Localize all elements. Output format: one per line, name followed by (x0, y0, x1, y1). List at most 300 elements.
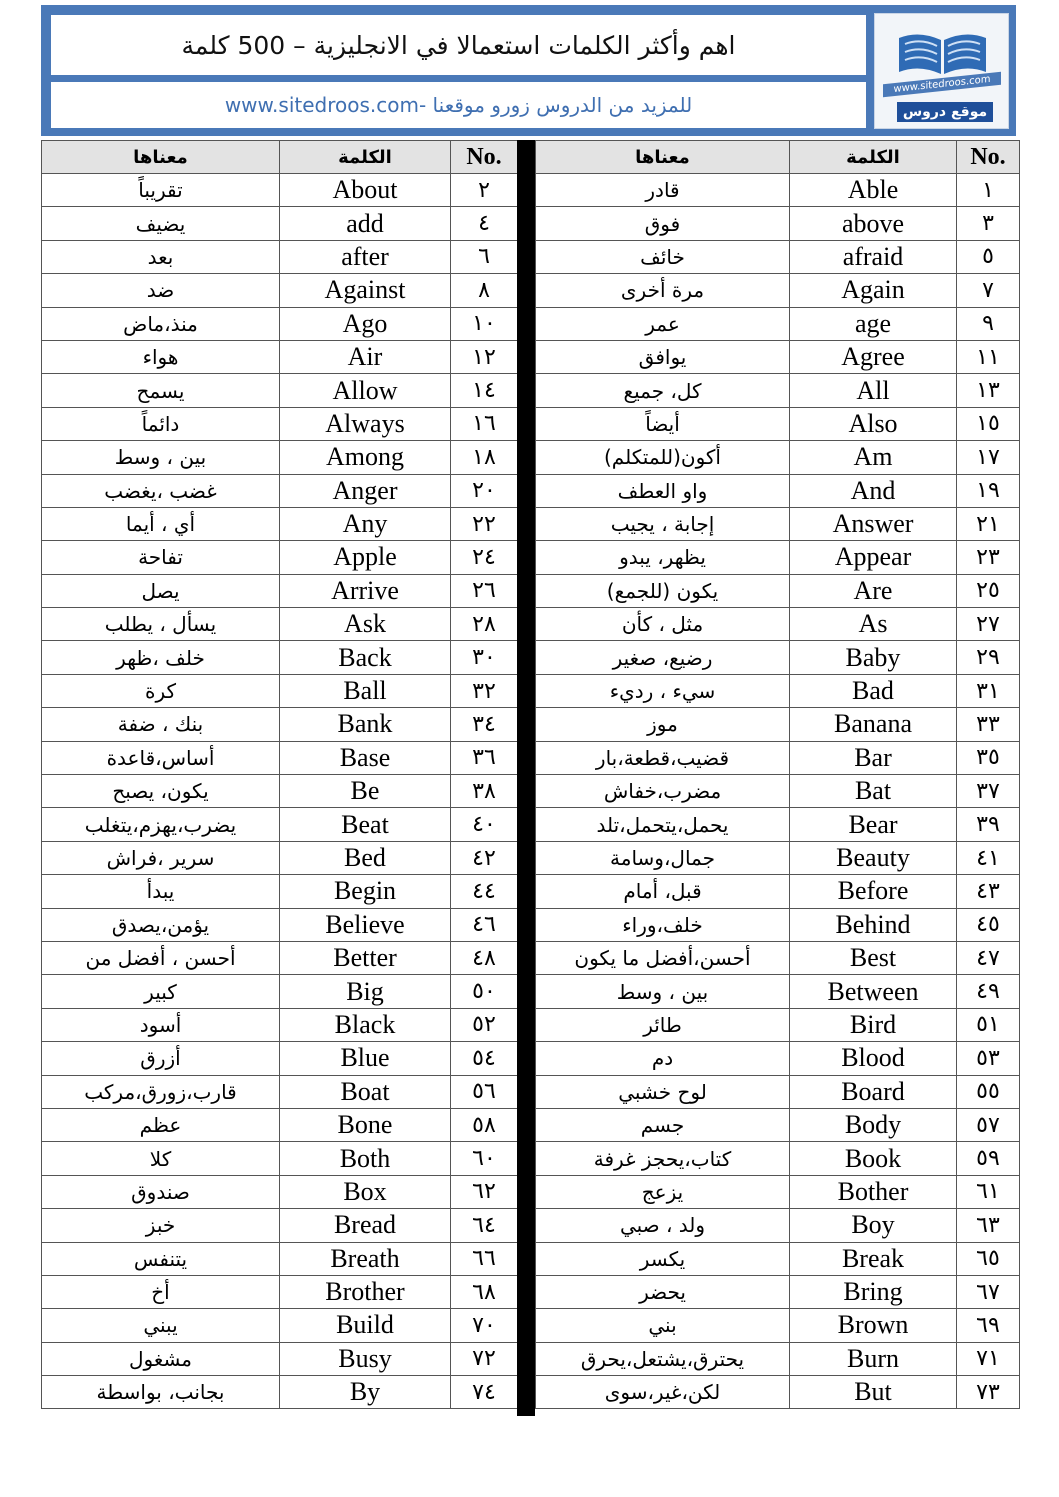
word-cell: Begin (280, 875, 451, 908)
meaning-cell: بين ، وسط (42, 441, 280, 474)
word-cell: Be (280, 775, 451, 808)
table-row (42, 507, 518, 540)
table-row (42, 1142, 518, 1175)
number-cell: ٥١ (957, 1008, 1020, 1041)
table-row (536, 307, 1020, 340)
number-cell: ١٨ (451, 441, 518, 474)
table-row (536, 841, 1020, 874)
table-row (42, 441, 518, 474)
logo-url: www.sitedroos.com (883, 72, 1001, 97)
word-cell: Arrive (280, 574, 451, 607)
number-cell: ٥٤ (451, 1042, 518, 1075)
word-cell: Boat (280, 1075, 451, 1108)
table-row (536, 340, 1020, 373)
number-cell: ٥٦ (451, 1075, 518, 1108)
number-cell: ٥٨ (451, 1108, 518, 1141)
meaning-cell: لكن،غير،سوى (536, 1376, 790, 1409)
table-row (536, 574, 1020, 607)
meaning-cell: منذ،ماض (42, 307, 280, 340)
word-cell: Bother (790, 1175, 957, 1208)
word-cell: Boy (790, 1209, 957, 1242)
table-row (536, 441, 1020, 474)
meaning-cell: سيء ، رديء (536, 674, 790, 707)
column-divider (517, 140, 535, 1416)
number-cell: ٣٦ (451, 741, 518, 774)
number-cell: ٦٨ (451, 1275, 518, 1308)
meaning-cell: أسود (42, 1008, 280, 1041)
meaning-cell: يحمل،يتحمل،تلد (536, 808, 790, 841)
table-row (42, 875, 518, 908)
number-cell: ٦٥ (957, 1242, 1020, 1275)
table-row (536, 207, 1020, 240)
number-cell: ٢٥ (957, 574, 1020, 607)
table-row (42, 641, 518, 674)
table-row (536, 641, 1020, 674)
table-row (536, 407, 1020, 440)
meaning-cell: قادر (536, 174, 790, 207)
table-row (536, 1108, 1020, 1141)
meaning-cell: كبير (42, 975, 280, 1008)
word-cell: Allow (280, 374, 451, 407)
number-cell: ٥٢ (451, 1008, 518, 1041)
number-cell: ٢٩ (957, 641, 1020, 674)
word-cell: Build (280, 1309, 451, 1342)
number-cell: ١٣ (957, 374, 1020, 407)
number-cell: ١٠ (451, 307, 518, 340)
meaning-cell: سرير ،فراش (42, 841, 280, 874)
meaning-cell: أيضاً (536, 407, 790, 440)
meaning-cell: قضيب،قطعة،بار (536, 741, 790, 774)
table-row (42, 775, 518, 808)
table-row (536, 674, 1020, 707)
meaning-cell: خائف (536, 240, 790, 273)
meaning-cell: عمر (536, 307, 790, 340)
meaning-cell: يؤمن،يصدق (42, 908, 280, 941)
word-cell: Best (790, 941, 957, 974)
number-cell: ٧٠ (451, 1309, 518, 1342)
number-cell: ٥٠ (451, 975, 518, 1008)
number-cell: ٦٢ (451, 1175, 518, 1208)
word-cell: Ask (280, 608, 451, 641)
number-cell: ١٦ (451, 407, 518, 440)
meaning-cell: مرة أخرى (536, 274, 790, 307)
word-cell: Again (790, 274, 957, 307)
number-cell: ٤٦ (451, 908, 518, 941)
meaning-cell: يبدأ (42, 875, 280, 908)
number-cell: ٧١ (957, 1342, 1020, 1375)
word-cell: Beauty (790, 841, 957, 874)
table-row (536, 1275, 1020, 1308)
number-cell: ٤٠ (451, 808, 518, 841)
number-cell: ١١ (957, 340, 1020, 373)
number-cell: ٤٩ (957, 975, 1020, 1008)
meaning-cell: بنك ، ضفة (42, 708, 280, 741)
word-cell: Ago (280, 307, 451, 340)
number-header: No. (451, 141, 518, 174)
number-cell: ٣٠ (451, 641, 518, 674)
table-row (42, 1209, 518, 1242)
word-cell: Body (790, 1108, 957, 1141)
number-cell: ١٧ (957, 441, 1020, 474)
word-cell: Ball (280, 674, 451, 707)
word-cell: Bone (280, 1108, 451, 1141)
meaning-cell: مثل ، كأن (536, 608, 790, 641)
word-cell: Black (280, 1008, 451, 1041)
number-cell: ٣٧ (957, 775, 1020, 808)
meaning-cell: يضيف (42, 207, 280, 240)
meaning-header: معناها (536, 141, 790, 174)
meaning-cell: طائر (536, 1008, 790, 1041)
table-row (42, 674, 518, 707)
word-cell: Base (280, 741, 451, 774)
table-row (42, 340, 518, 373)
table-row (536, 541, 1020, 574)
word-cell: Believe (280, 908, 451, 941)
open-book-icon (895, 28, 990, 78)
meaning-cell: كتاب،يحجز غرفة (536, 1142, 790, 1175)
meaning-cell: يزعج (536, 1175, 790, 1208)
word-cell: Agree (790, 340, 957, 373)
right-rows (536, 174, 1020, 1409)
number-cell: ٢٠ (451, 474, 518, 507)
number-cell: ٢ (451, 174, 518, 207)
word-cell: By (280, 1376, 451, 1409)
word-cell: Bread (280, 1209, 451, 1242)
table-row (42, 407, 518, 440)
meaning-cell: يكسر (536, 1242, 790, 1275)
number-cell: ٤٥ (957, 908, 1020, 941)
word-cell: Any (280, 507, 451, 540)
table-row (536, 1376, 1020, 1409)
table-row (536, 1008, 1020, 1041)
meaning-cell: مضرب،خفاش (536, 775, 790, 808)
meaning-cell: تقريباً (42, 174, 280, 207)
number-cell: ٣١ (957, 674, 1020, 707)
table-row (42, 1008, 518, 1041)
meaning-cell: ولد ، صبي (536, 1209, 790, 1242)
table-row (536, 875, 1020, 908)
meaning-cell: أساس،قاعدة (42, 741, 280, 774)
meaning-cell: يحضر (536, 1275, 790, 1308)
word-cell: Behind (790, 908, 957, 941)
table-row (536, 708, 1020, 741)
word-cell: Also (790, 407, 957, 440)
word-cell: Bad (790, 674, 957, 707)
word-cell: Bring (790, 1275, 957, 1308)
word-cell: afraid (790, 240, 957, 273)
number-cell: ٣٨ (451, 775, 518, 808)
number-cell: ٤٢ (451, 841, 518, 874)
table-row (42, 1275, 518, 1308)
table-row (42, 474, 518, 507)
meaning-cell: خبز (42, 1209, 280, 1242)
meaning-cell: إجابة ، يجيب (536, 507, 790, 540)
table-row (42, 1175, 518, 1208)
table-row (42, 1108, 518, 1141)
meaning-cell: أحسن ، أفضل من (42, 941, 280, 974)
table-row (536, 474, 1020, 507)
word-cell: Baby (790, 641, 957, 674)
table-row (536, 240, 1020, 273)
number-cell: ١٢ (451, 340, 518, 373)
number-cell: ٧٣ (957, 1376, 1020, 1409)
word-cell: Answer (790, 507, 957, 540)
word-cell: Banana (790, 708, 957, 741)
number-cell: ٣٣ (957, 708, 1020, 741)
word-cell: Big (280, 975, 451, 1008)
word-cell: But (790, 1376, 957, 1409)
number-cell: ١٤ (451, 374, 518, 407)
table-row (42, 808, 518, 841)
number-cell: ٦٠ (451, 1142, 518, 1175)
word-table-even (41, 140, 518, 1409)
word-cell: Always (280, 407, 451, 440)
meaning-cell: جسم (536, 1108, 790, 1141)
number-cell: ٢٧ (957, 608, 1020, 641)
meaning-cell: قبل، أمام (536, 875, 790, 908)
number-cell: ٣٤ (451, 708, 518, 741)
meaning-cell: يبني (42, 1309, 280, 1342)
number-cell: ٢٨ (451, 608, 518, 641)
table-row (536, 1309, 1020, 1342)
word-table-odd (535, 140, 1020, 1409)
table-row (42, 274, 518, 307)
word-cell: add (280, 207, 451, 240)
table-row (536, 975, 1020, 1008)
table-header-row (536, 141, 1020, 174)
page-subtitle: للمزيد من الدروس زورو موقعنا -www.sitedroos.com (51, 82, 866, 128)
word-cell: Better (280, 941, 451, 974)
word-cell: Are (790, 574, 957, 607)
word-cell: Able (790, 174, 957, 207)
table-row (536, 1175, 1020, 1208)
meaning-cell: جمال،وسامة (536, 841, 790, 874)
table-row (42, 608, 518, 641)
word-cell: Blue (280, 1042, 451, 1075)
left-rows (42, 174, 518, 1409)
word-cell: Apple (280, 541, 451, 574)
meaning-cell: يكون، يصبح (42, 775, 280, 808)
meaning-cell: عظم (42, 1108, 280, 1141)
table-row (42, 908, 518, 941)
number-cell: ٨ (451, 274, 518, 307)
number-cell: ٤ (451, 207, 518, 240)
table-row (536, 1209, 1020, 1242)
meaning-cell: يسأل ، يطلب (42, 608, 280, 641)
table-row (536, 908, 1020, 941)
word-header: الكلمة (790, 141, 957, 174)
meaning-cell: كل، جميع (536, 374, 790, 407)
meaning-cell: أكون(للمتكلم) (536, 441, 790, 474)
table-row (42, 574, 518, 607)
word-cell: Board (790, 1075, 957, 1108)
meaning-cell: أخ (42, 1275, 280, 1308)
meaning-cell: أي ، أيما (42, 507, 280, 540)
word-cell: Breath (280, 1242, 451, 1275)
meaning-cell: خلف ،ظهر (42, 641, 280, 674)
word-cell: Beat (280, 808, 451, 841)
number-cell: ٧٤ (451, 1376, 518, 1409)
meaning-cell: بعد (42, 240, 280, 273)
number-cell: ٥٧ (957, 1108, 1020, 1141)
meaning-cell: ضد (42, 274, 280, 307)
number-cell: ٥ (957, 240, 1020, 273)
logo-name: موقع دروس (897, 102, 993, 122)
table-row (536, 1075, 1020, 1108)
meaning-cell: يكون (للجمع) (536, 574, 790, 607)
number-cell: ٧٢ (451, 1342, 518, 1375)
word-cell: Anger (280, 474, 451, 507)
table-row (536, 808, 1020, 841)
word-cell: Bank (280, 708, 451, 741)
table-row (536, 374, 1020, 407)
table-row (536, 507, 1020, 540)
word-cell: Bat (790, 775, 957, 808)
number-cell: ٦ (451, 240, 518, 273)
meaning-cell: يسمح (42, 374, 280, 407)
meaning-cell: خلف،وراء (536, 908, 790, 941)
word-cell: Busy (280, 1342, 451, 1375)
meaning-cell: صندوق (42, 1175, 280, 1208)
word-cell: age (790, 307, 957, 340)
number-cell: ٦١ (957, 1175, 1020, 1208)
meaning-cell: مشغول (42, 1342, 280, 1375)
table-row (42, 307, 518, 340)
site-logo[interactable] (874, 13, 1009, 129)
word-cell: Book (790, 1142, 957, 1175)
word-cell: after (280, 240, 451, 273)
number-cell: ٥٥ (957, 1075, 1020, 1108)
page-title: اهم وأكثر الكلمات استعمالا في الانجليزية – 500 كلمة (51, 15, 866, 75)
word-cell: And (790, 474, 957, 507)
table-row (42, 374, 518, 407)
number-cell: ٥٣ (957, 1042, 1020, 1075)
word-cell: Appear (790, 541, 957, 574)
number-cell: ٢١ (957, 507, 1020, 540)
number-cell: ٣٩ (957, 808, 1020, 841)
number-cell: ٣٢ (451, 674, 518, 707)
meaning-cell: يضرب،يهزم،يتغلب (42, 808, 280, 841)
table-row (536, 174, 1020, 207)
word-cell: Both (280, 1142, 451, 1175)
meaning-header: معناها (42, 141, 280, 174)
table-row (42, 1376, 518, 1409)
table-row (536, 1142, 1020, 1175)
table-row (42, 841, 518, 874)
table-row (536, 1242, 1020, 1275)
meaning-cell: بني (536, 1309, 790, 1342)
word-cell: All (790, 374, 957, 407)
word-cell: Bear (790, 808, 957, 841)
word-cell: About (280, 174, 451, 207)
meaning-cell: كرة (42, 674, 280, 707)
word-cell: Among (280, 441, 451, 474)
table-row (536, 608, 1020, 641)
header-banner (41, 5, 1016, 136)
word-cell: Bed (280, 841, 451, 874)
word-cell: Brown (790, 1309, 957, 1342)
word-header: الكلمة (280, 141, 451, 174)
table-row (42, 741, 518, 774)
word-cell: Box (280, 1175, 451, 1208)
meaning-cell: بجانب، بواسطة (42, 1376, 280, 1409)
table-row (536, 741, 1020, 774)
table-row (42, 708, 518, 741)
number-cell: ٤٧ (957, 941, 1020, 974)
number-cell: ٦٣ (957, 1209, 1020, 1242)
meaning-cell: يتنفس (42, 1242, 280, 1275)
meaning-cell: دائماً (42, 407, 280, 440)
number-cell: ٢٣ (957, 541, 1020, 574)
number-cell: ١ (957, 174, 1020, 207)
number-cell: ٦٦ (451, 1242, 518, 1275)
table-row (536, 941, 1020, 974)
word-cell: Blood (790, 1042, 957, 1075)
meaning-cell: أحسن،أفضل ما يكون (536, 941, 790, 974)
word-cell: Between (790, 975, 957, 1008)
meaning-cell: دم (536, 1042, 790, 1075)
word-cell: Against (280, 274, 451, 307)
number-cell: ٢٦ (451, 574, 518, 607)
meaning-cell: يحترق،يشتعل،يحرق (536, 1342, 790, 1375)
meaning-cell: يظهر، يبدو (536, 541, 790, 574)
number-cell: ٩ (957, 307, 1020, 340)
meaning-cell: موز (536, 708, 790, 741)
number-header: No. (957, 141, 1020, 174)
meaning-cell: يصل (42, 574, 280, 607)
number-cell: ٦٤ (451, 1209, 518, 1242)
table-row (42, 1242, 518, 1275)
table-row (536, 1342, 1020, 1375)
number-cell: ١٥ (957, 407, 1020, 440)
table-row (42, 1075, 518, 1108)
number-cell: ٤٣ (957, 875, 1020, 908)
number-cell: ٣٥ (957, 741, 1020, 774)
meaning-cell: فوق (536, 207, 790, 240)
table-row (536, 274, 1020, 307)
word-cell: Brother (280, 1275, 451, 1308)
meaning-cell: غضب ،يغضب (42, 474, 280, 507)
number-cell: ٧ (957, 274, 1020, 307)
number-cell: ١٩ (957, 474, 1020, 507)
number-cell: ٥٩ (957, 1142, 1020, 1175)
word-cell: Bar (790, 741, 957, 774)
meaning-cell: لوح خشبي (536, 1075, 790, 1108)
word-cell: above (790, 207, 957, 240)
meaning-cell: يوافق (536, 340, 790, 373)
word-cell: Before (790, 875, 957, 908)
table-row (42, 1342, 518, 1375)
word-cell: Back (280, 641, 451, 674)
word-cell: As (790, 608, 957, 641)
table-row (536, 1042, 1020, 1075)
meaning-cell: كلا (42, 1142, 280, 1175)
table-row (42, 941, 518, 974)
meaning-cell: هواء (42, 340, 280, 373)
number-cell: ٣ (957, 207, 1020, 240)
table-row (42, 174, 518, 207)
word-cell: Am (790, 441, 957, 474)
word-cell: Bird (790, 1008, 957, 1041)
number-cell: ٤١ (957, 841, 1020, 874)
table-row (42, 240, 518, 273)
table-row (42, 541, 518, 574)
number-cell: ٦٩ (957, 1309, 1020, 1342)
table-row (42, 1042, 518, 1075)
number-cell: ٦٧ (957, 1275, 1020, 1308)
number-cell: ٢٤ (451, 541, 518, 574)
meaning-cell: قارب،زورق،مركب (42, 1075, 280, 1108)
